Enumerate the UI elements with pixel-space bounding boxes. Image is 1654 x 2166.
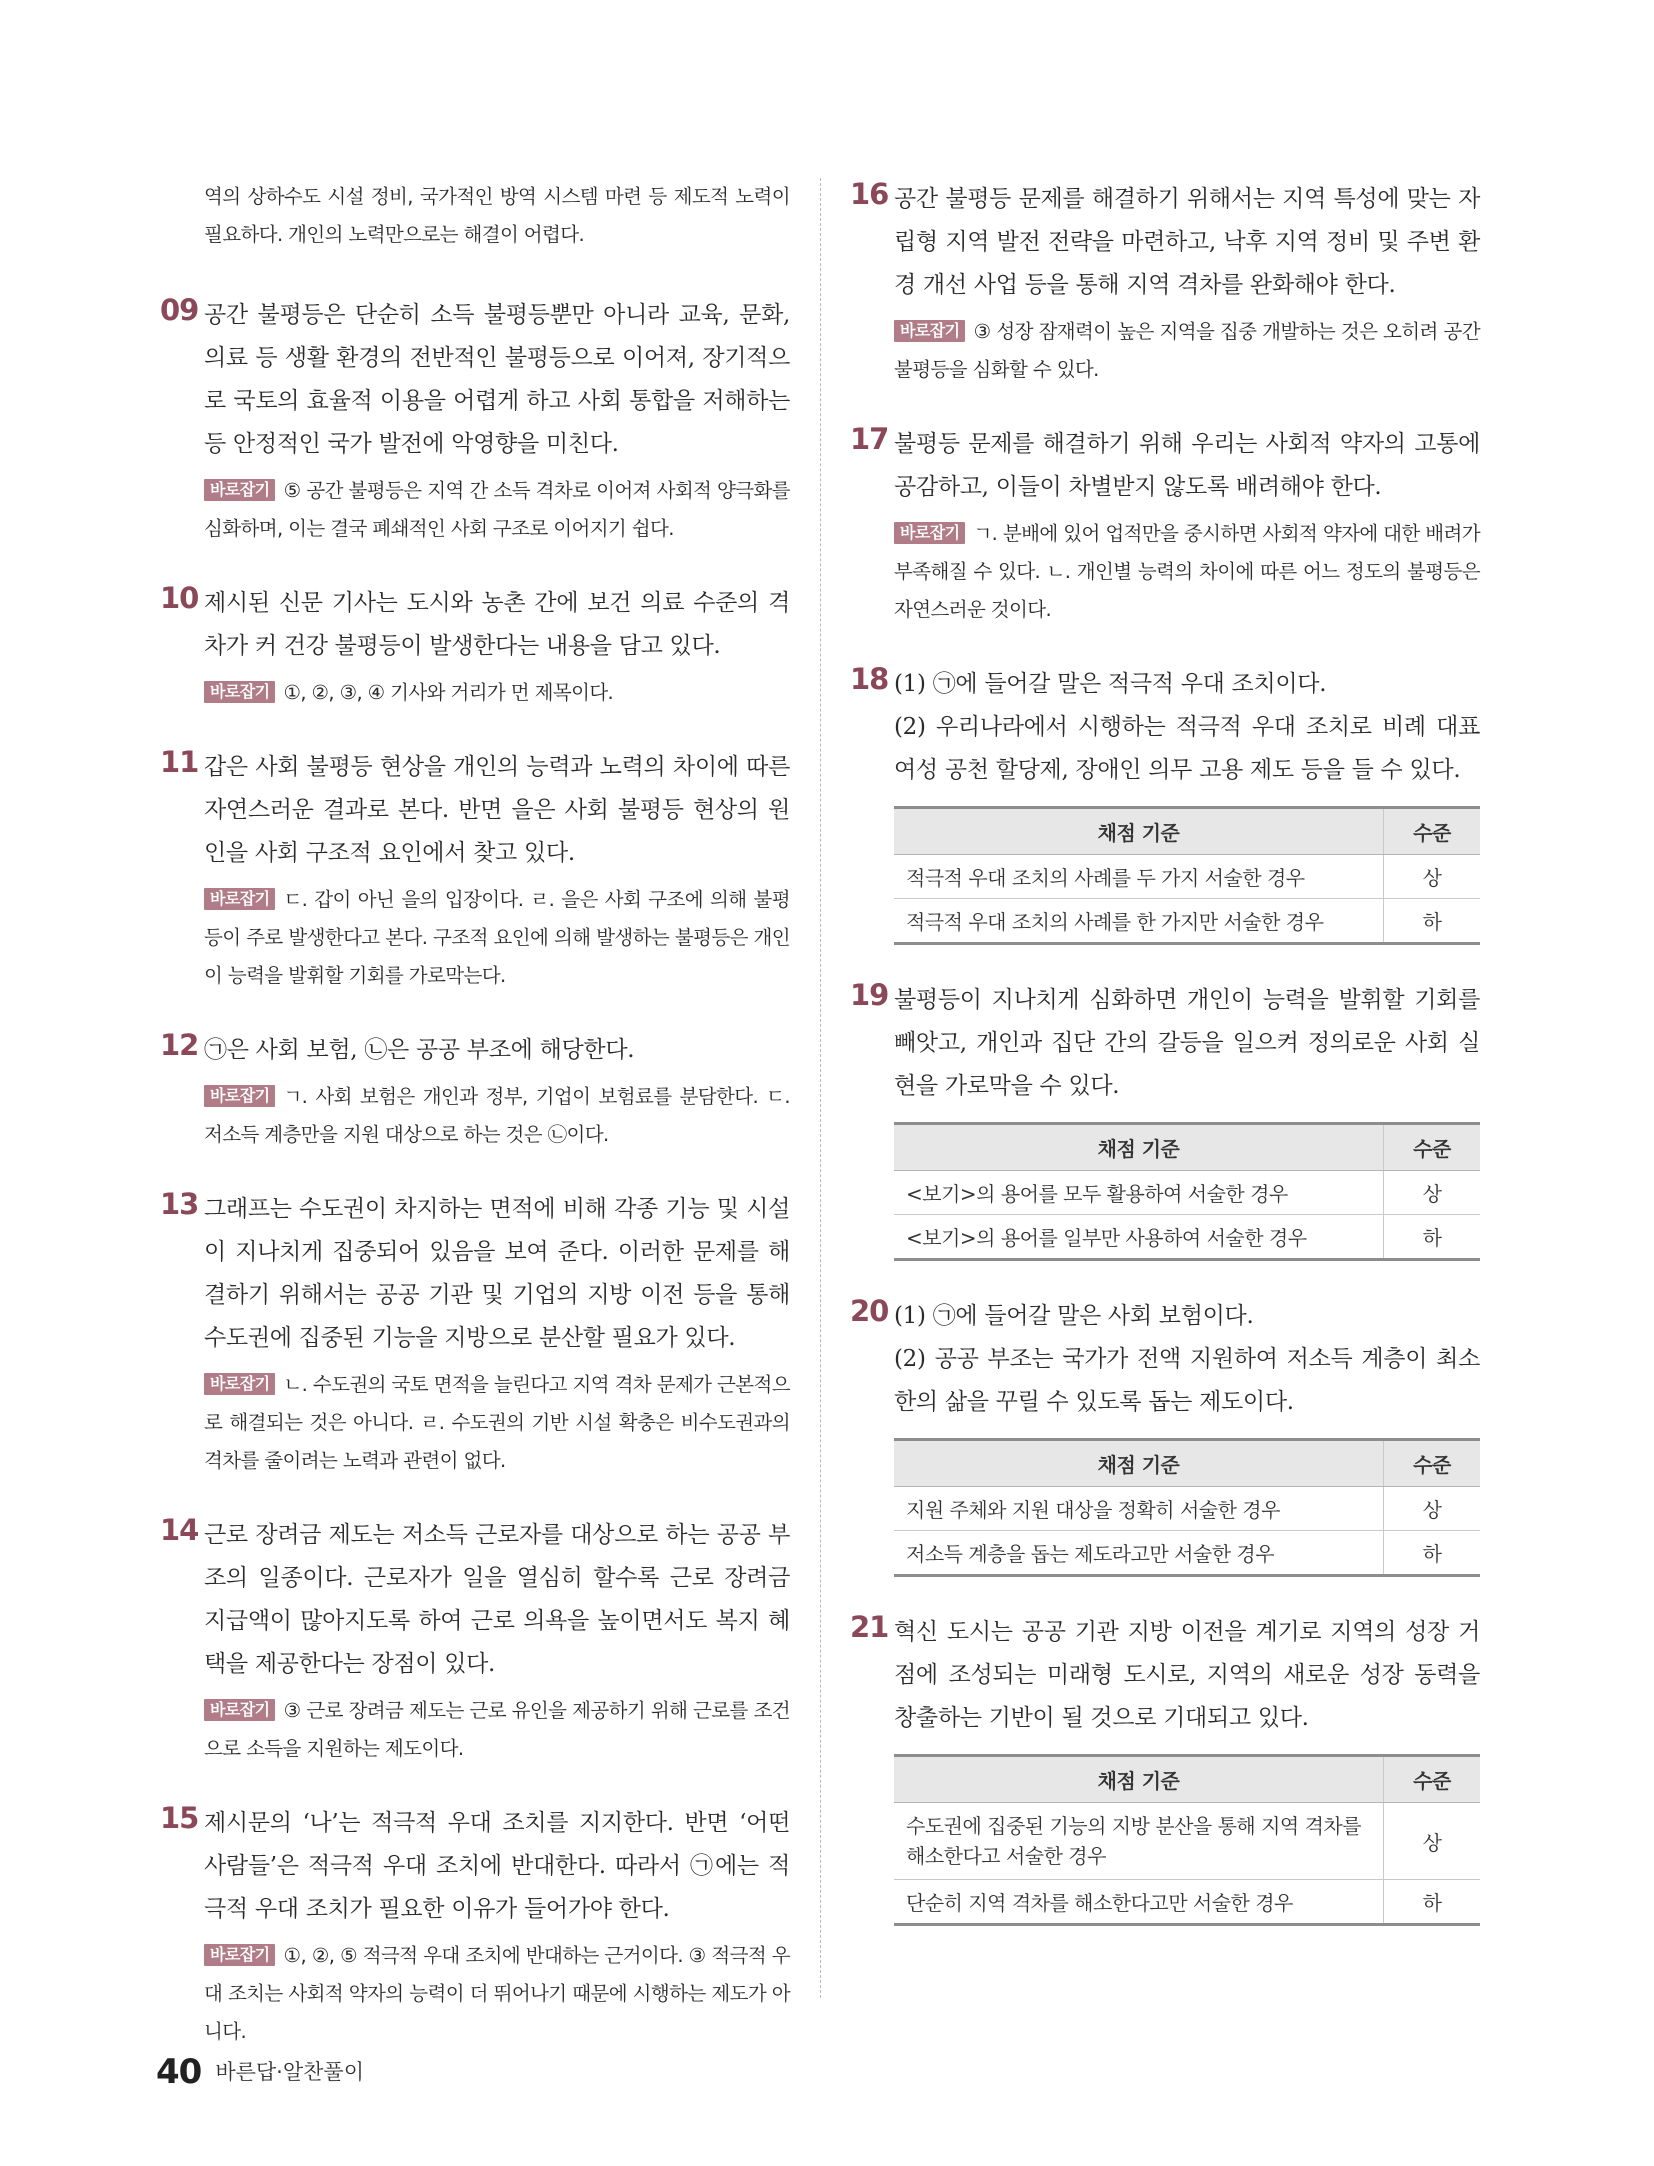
answer-text: 공간 불평등은 단순히 소득 불평등뿐만 아니라 교육, 문화, 의료 등 생활 환경의 전반적인 불평등으로 이어져, 장기적으로 국토의 효율적 이용을 어렵게 하고 사회 통합을 저해하는 등 안정적인 국가 발전에 악영향을 미친다.	[204, 302, 790, 457]
level-cell: 하	[1384, 1531, 1481, 1576]
correction-text: 역의 상하수도 시설 정비, 국가적인 방역 시스템 마련 등 제도적 노력이 필요하다. 개인의 노력만으로는 해결이 어렵다.	[204, 185, 790, 246]
question-number: 12	[160, 1028, 199, 1062]
correction-badge: 바로잡기	[204, 1699, 275, 1721]
question-number: 11	[160, 745, 199, 779]
criteria-header: 채점 기준	[894, 1124, 1384, 1171]
answer-20	[850, 1295, 1480, 1577]
level-cell: 하	[1384, 899, 1481, 944]
answer-text: 근로 장려금 제도는 저소득 근로자를 대상으로 하는 공공 부조의 일종이다. 근로자가 일을 열심히 할수록 근로 장려금 지급액이 많아지도록 하여 근로 의욕을 높이면서도 복지 혜택을 제공한다는 장점이 있다.	[204, 1522, 790, 1677]
answer-19	[850, 979, 1480, 1261]
scoring-header-row	[894, 1124, 1480, 1171]
level-header: 수준	[1384, 1756, 1481, 1803]
criteria-cell: 단순히 지역 격차를 해소한다고만 서술한 경우	[906, 1891, 1293, 1915]
correction-note	[894, 313, 1480, 389]
question-number: 21	[850, 1610, 889, 1644]
level-header: 수준	[1384, 1440, 1481, 1487]
right-column	[850, 178, 1480, 1960]
answer-14	[160, 1514, 790, 1768]
answer-text: 혁신 도시는 공공 기관 지방 이전을 계기로 지역의 성장 거점에 조성되는 미래형 도시로, 지역의 새로운 성장 동력을 창출하는 기반이 될 것으로 기대되고 있다.	[894, 1619, 1480, 1731]
correction-note	[204, 472, 790, 548]
answer-16	[850, 178, 1480, 389]
answer-13	[160, 1188, 790, 1480]
answer-text: 공간 불평등 문제를 해결하기 위해서는 지역 특성에 맞는 자립형 지역 발전 전략을 마련하고, 낙후 지역 정비 및 주변 환경 개선 사업 등을 통해 지역 격차를 완화해야 한다.	[894, 186, 1480, 298]
answer-text: 갑은 사회 불평등 현상을 개인의 능력과 노력의 차이에 따른 자연스러운 결과로 본다. 반면 을은 사회 불평등 현상의 원인을 사회 구조적 요인에서 찾고 있다.	[204, 754, 790, 866]
scoring-header-row	[894, 1756, 1480, 1803]
page-footer	[156, 2052, 364, 2092]
level-header: 수준	[1384, 1124, 1481, 1171]
answer-12	[160, 1029, 790, 1154]
answer-09	[160, 294, 790, 548]
question-number: 20	[850, 1294, 889, 1328]
scoring-table	[894, 1122, 1480, 1261]
level-cell: 하	[1384, 1215, 1481, 1260]
criteria-cell: <보기>의 용어를 모두 활용하여 서술한 경우	[894, 1171, 1384, 1215]
correction-note	[204, 881, 790, 995]
level-cell: 상	[1384, 1487, 1481, 1531]
answer-text: 제시된 신문 기사는 도시와 농촌 간에 보건 의료 수준의 격차가 커 건강 불평등이 발생한다는 내용을 담고 있다.	[204, 590, 790, 659]
correction-text: ③ 근로 장려금 제도는 근로 유인을 제공하기 위해 근로를 조건으로 소득을 지원하는 제도이다.	[204, 1699, 790, 1760]
correction-badge: 바로잡기	[204, 1944, 275, 1966]
correction-text: ㄱ. 분배에 있어 업적만을 중시하면 사회적 약자에 대한 배려가 부족해질 수 있다. ㄴ. 개인별 능력의 차이에 따른 어느 정도의 불평등은 자연스러운 것이다.	[894, 522, 1480, 621]
table-row	[894, 1803, 1480, 1880]
scoring-table	[894, 1754, 1480, 1926]
level-cell: 하	[1384, 1880, 1481, 1925]
answer-part-2: (2) 우리나라에서 시행하는 적극적 우대 조치로 비례 대표 여성 공천 할당제, 장애인 의무 고용 제도 등을 들 수 있다.	[894, 714, 1480, 783]
question-number: 19	[850, 978, 889, 1012]
question-number: 17	[850, 422, 889, 456]
answer-text: 불평등이 지나치게 심화하면 개인이 능력을 발휘할 기회를 빼앗고, 개인과 집단 간의 갈등을 일으켜 정의로운 사회 실현을 가로막을 수 있다.	[894, 987, 1480, 1099]
table-row	[894, 1487, 1480, 1531]
correction-note	[204, 674, 790, 712]
question-number: 10	[160, 581, 199, 615]
level-cell: 상	[1384, 855, 1481, 899]
question-number: 18	[850, 662, 889, 696]
question-number: 16	[850, 177, 889, 211]
correction-badge: 바로잡기	[204, 888, 275, 910]
answer-continued	[160, 178, 790, 254]
answer-11	[160, 746, 790, 995]
answer-text: 제시문의 ‘나’는 적극적 우대 조치를 지지한다. 반면 ‘어떤 사람들’은 적극적 우대 조치에 반대한다. 따라서 ㉠에는 적극적 우대 조치가 필요한 이유가 들어가야 한다.	[204, 1810, 790, 1922]
answer-part-1: (1) ㉠에 들어갈 말은 사회 보험이다.	[894, 1303, 1254, 1329]
correction-note	[204, 1078, 790, 1154]
answer-17	[850, 423, 1480, 629]
correction-badge: 바로잡기	[204, 1085, 275, 1107]
answer-21	[850, 1611, 1480, 1926]
question-number: 15	[160, 1801, 199, 1835]
answer-text: ㉠은 사회 보험, ㉡은 공공 부조에 해당한다.	[204, 1037, 635, 1063]
correction-text: ①, ②, ③, ④ 기사와 거리가 먼 제목이다.	[283, 681, 614, 704]
correction-text: ㄷ. 갑이 아닌 을의 입장이다. ㄹ. 을은 사회 구조에 의해 불평등이 주로 발생한다고 본다. 구조적 요인에 의해 발생하는 불평등은 개인이 능력을 발휘할 기회를 가로막는다.	[204, 888, 790, 987]
correction-note	[204, 1366, 790, 1480]
criteria-header: 채점 기준	[894, 808, 1384, 855]
correction-badge: 바로잡기	[204, 1373, 275, 1395]
answer-text	[894, 663, 1480, 792]
correction-text: ㄴ. 수도권의 국토 면적을 늘린다고 지역 격차 문제가 근본적으로 해결되는 것은 아니다. ㄹ. 수도권의 기반 시설 확충은 비수도권과의 격차를 줄이려는 노력과 관련이 없다.	[204, 1373, 790, 1472]
answer-text	[894, 1295, 1480, 1424]
criteria-cell: 수도권에 집중된 기능의 지방 분산을 통해 지역 격차를 해소한다고 서술한 경우	[894, 1803, 1384, 1880]
book-title: 바른답·알찬풀이	[215, 2060, 365, 2084]
page-number: 40	[156, 2052, 202, 2092]
question-number: 14	[160, 1513, 199, 1547]
scoring-header-row	[894, 808, 1480, 855]
criteria-header: 채점 기준	[894, 1440, 1384, 1487]
table-row	[894, 1531, 1480, 1576]
criteria-cell: 저소득 계층을 돕는 제도라고만 서술한 경우	[906, 1542, 1275, 1566]
table-row	[894, 1880, 1480, 1925]
answer-10	[160, 582, 790, 712]
level-header: 수준	[1384, 808, 1481, 855]
table-row	[894, 899, 1480, 944]
answer-part-2: (2) 공공 부조는 국가가 전액 지원하여 저소득 계층이 최소한의 삶을 꾸릴 수 있도록 돕는 제도이다.	[894, 1346, 1480, 1415]
criteria-header: 채점 기준	[894, 1756, 1384, 1803]
correction-badge: 바로잡기	[204, 681, 275, 703]
question-number: 13	[160, 1187, 199, 1221]
table-row	[894, 1171, 1480, 1215]
answer-15	[160, 1802, 790, 2051]
correction-note	[894, 515, 1480, 629]
answer-text: 불평등 문제를 해결하기 위해 우리는 사회적 약자의 고통에 공감하고, 이들이 차별받지 않도록 배려해야 한다.	[894, 431, 1480, 500]
table-row	[894, 855, 1480, 899]
correction-note	[204, 1937, 790, 2051]
question-number: 09	[160, 293, 199, 327]
criteria-cell: 적극적 우대 조치의 사례를 한 가지만 서술한 경우	[906, 910, 1324, 934]
correction-text: ①, ②, ⑤ 적극적 우대 조치에 반대하는 근거이다. ③ 적극적 우대 조치는 사회적 약자의 능력이 더 뛰어나기 때문에 시행하는 제도가 아니다.	[204, 1944, 791, 2043]
level-cell: 상	[1384, 1803, 1481, 1880]
correction-badge: 바로잡기	[204, 479, 275, 501]
left-column	[160, 178, 790, 2085]
correction-text: ㄱ. 사회 보험은 개인과 정부, 기업이 보험료를 분담한다. ㄷ. 저소득 계층만을 지원 대상으로 하는 것은 ㉡이다.	[204, 1085, 790, 1146]
correction-badge: 바로잡기	[894, 320, 965, 342]
correction-note	[204, 178, 790, 254]
table-row	[894, 1215, 1480, 1260]
scoring-table	[894, 806, 1480, 945]
column-divider	[820, 178, 821, 1998]
correction-note	[204, 1692, 790, 1768]
scoring-header-row	[894, 1440, 1480, 1487]
level-cell: 상	[1384, 1171, 1481, 1215]
answer-18	[850, 663, 1480, 945]
criteria-cell: <보기>의 용어를 일부만 사용하여 서술한 경우	[906, 1226, 1307, 1250]
correction-badge: 바로잡기	[894, 522, 965, 544]
criteria-cell: 지원 주체와 지원 대상을 정확히 서술한 경우	[894, 1487, 1384, 1531]
answer-text: 그래프는 수도권이 차지하는 면적에 비해 각종 기능 및 시설이 지나치게 집중되어 있음을 보여 준다. 이러한 문제를 해결하기 위해서는 공공 기관 및 기업의 지방 이전 등을 통해 수도권에 집중된 기능을 지방으로 분산할 필요가 있다.	[204, 1196, 790, 1351]
correction-text: ⑤ 공간 불평등은 지역 간 소득 격차로 이어져 사회적 양극화를 심화하며, 이는 결국 폐쇄적인 사회 구조로 이어지기 쉽다.	[204, 479, 790, 540]
scoring-table	[894, 1438, 1480, 1577]
criteria-cell: 적극적 우대 조치의 사례를 두 가지 서술한 경우	[894, 855, 1384, 899]
correction-text: ③ 성장 잠재력이 높은 지역을 집중 개발하는 것은 오히려 공간 불평등을 심화할 수 있다.	[894, 320, 1480, 381]
answer-part-1: (1) ㉠에 들어갈 말은 적극적 우대 조치이다.	[894, 671, 1327, 697]
